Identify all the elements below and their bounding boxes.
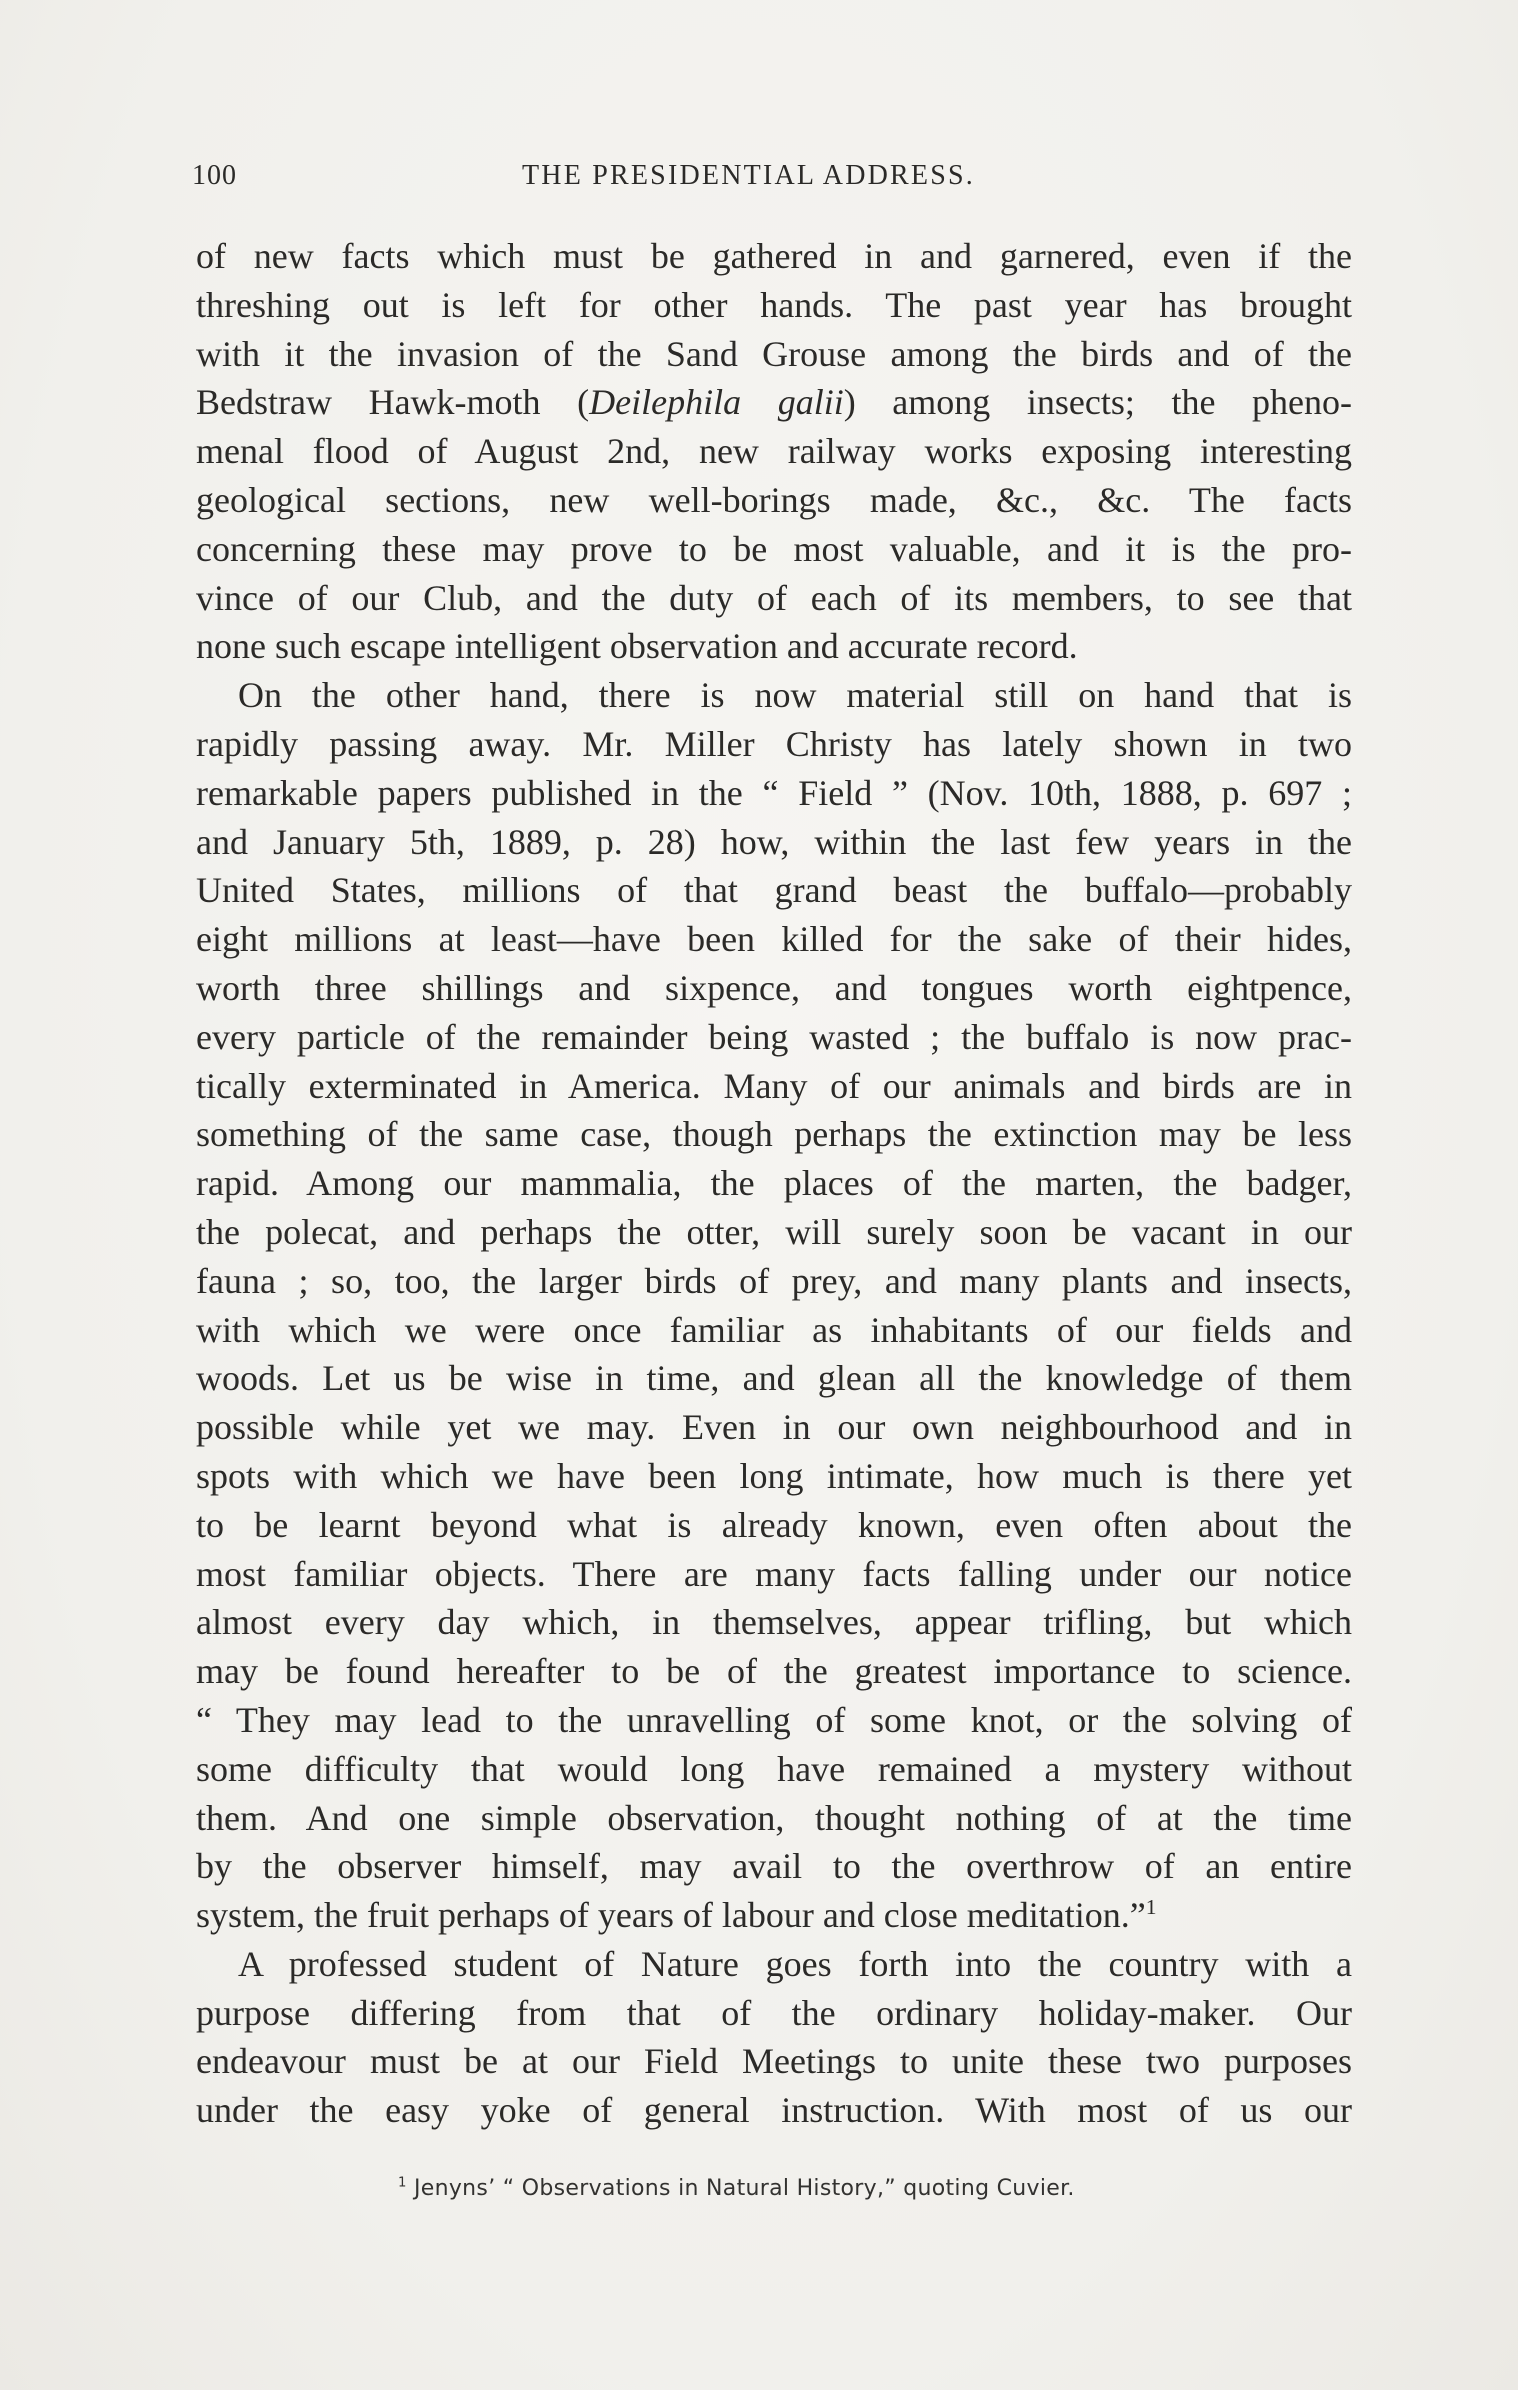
text-line: United States, millions of that grand beast the buffalo—probably: [196, 870, 1352, 911]
text-line: every particle of the remainder being wasted ; the buffalo is now prac-: [196, 1016, 1352, 1057]
paragraph-3: [196, 1940, 1352, 2135]
text-line: purpose differing from that of the ordinary holiday-maker. Our: [196, 1992, 1352, 2033]
text-line: tically exterminated in America. Many of our animals and birds are in: [196, 1065, 1352, 1106]
text-line: eight millions at least—have been killed for the sake of their hides,: [196, 919, 1352, 960]
running-head: THE PRESIDENTIAL ADDRESS.: [522, 160, 975, 191]
footnote: [398, 2176, 1075, 2201]
text-line: something of the same case, though perhaps the extinction may be less: [196, 1114, 1352, 1155]
text-line: worth three shillings and sixpence, and tongues worth eightpence,: [196, 967, 1352, 1008]
text-line: endeavour must be at our Field Meetings to unite these two purposes: [196, 2041, 1352, 2082]
page-header: [192, 160, 1346, 200]
text-line: rapidly passing away. Mr. Miller Christy has lately shown in two: [196, 723, 1352, 764]
species-name: Deilephila galii: [589, 382, 844, 423]
text-line: none such escape intelligent observation and accurate record.: [196, 626, 1078, 667]
footnote-text: Jenyns’ “ Observations in Natural History,” quoting Cuvier.: [414, 2176, 1075, 2201]
text-line: “ They may lead to the unravelling of some knot, or the solving of: [196, 1699, 1352, 1740]
paragraph-1: [196, 232, 1352, 671]
footnote-marker: 1: [398, 2175, 407, 2191]
text-line: possible while yet we may. Even in our own neighbourhood and in: [196, 1407, 1352, 1448]
text-line: threshing out is left for other hands. The past year has brought: [196, 284, 1352, 325]
text-line: may be found hereafter to be of the greatest importance to science.: [196, 1651, 1352, 1692]
text-line: concerning these may prove to be most valuable, and it is the pro-: [196, 528, 1352, 569]
text-line: woods. Let us be wise in time, and glean all the knowledge of them: [196, 1358, 1352, 1399]
text-line: the polecat, and perhaps the otter, will surely soon be vacant in our: [196, 1211, 1352, 1252]
text-line: A professed student of Nature goes forth into the country with a: [238, 1943, 1352, 1984]
body-text: [196, 232, 1352, 2135]
text-line: of new facts which must be gathered in and garnered, even if the: [196, 236, 1352, 276]
text-line: some difficulty that would long have remained a mystery without: [196, 1748, 1352, 1789]
text-line: system, the fruit perhaps of years of labour and close meditation.”$^1$: [196, 1895, 1157, 1936]
page-number: 100: [192, 160, 237, 191]
text-line: almost every day which, in themselves, appear trifling, but which: [196, 1602, 1352, 1643]
text-line: fauna ; so, too, the larger birds of prey, and many plants and insects,: [196, 1260, 1352, 1301]
paragraph-2: [196, 671, 1352, 1940]
text-line: and January 5th, 1889, p. 28) how, within the last few years in the: [196, 821, 1352, 862]
footnote-reference: 1: [1145, 1895, 1157, 1920]
text-line: by the observer himself, may avail to the overthrow of an entire: [196, 1846, 1352, 1887]
text-line: On the other hand, there is now material still on hand that is: [238, 675, 1352, 716]
text-line: them. And one simple observation, thought nothing of at the time: [196, 1797, 1352, 1838]
text-line: with it the invasion of the Sand Grouse among the birds and of the: [196, 333, 1352, 374]
text-line: geological sections, new well-borings made, &c., &c. The facts: [196, 479, 1352, 520]
text-line: rapid. Among our mammalia, the places of the marten, the badger,: [196, 1163, 1352, 1204]
text-line: to be learnt beyond what is already known, even often about the: [196, 1504, 1352, 1545]
text-line: vince of our Club, and the duty of each of its members, to see that: [196, 577, 1352, 618]
text-line: remarkable papers published in the “ Field ” (Nov. 10th, 1888, p. 697 ;: [196, 772, 1352, 813]
text-line: menal flood of August 2nd, new railway works exposing interesting: [196, 431, 1352, 472]
text-line: under the easy yoke of general instruction. With most of us our: [196, 2090, 1352, 2131]
text-line: with which we were once familiar as inhabitants of our fields and: [196, 1309, 1352, 1350]
text-line: most familiar objects. There are many facts falling under our notice: [196, 1553, 1352, 1594]
text-line: Bedstraw Hawk-moth (Deilephila galii) among insects; the pheno-: [196, 382, 1353, 423]
text-line: spots with which we have been long intimate, how much is there yet: [196, 1455, 1352, 1496]
